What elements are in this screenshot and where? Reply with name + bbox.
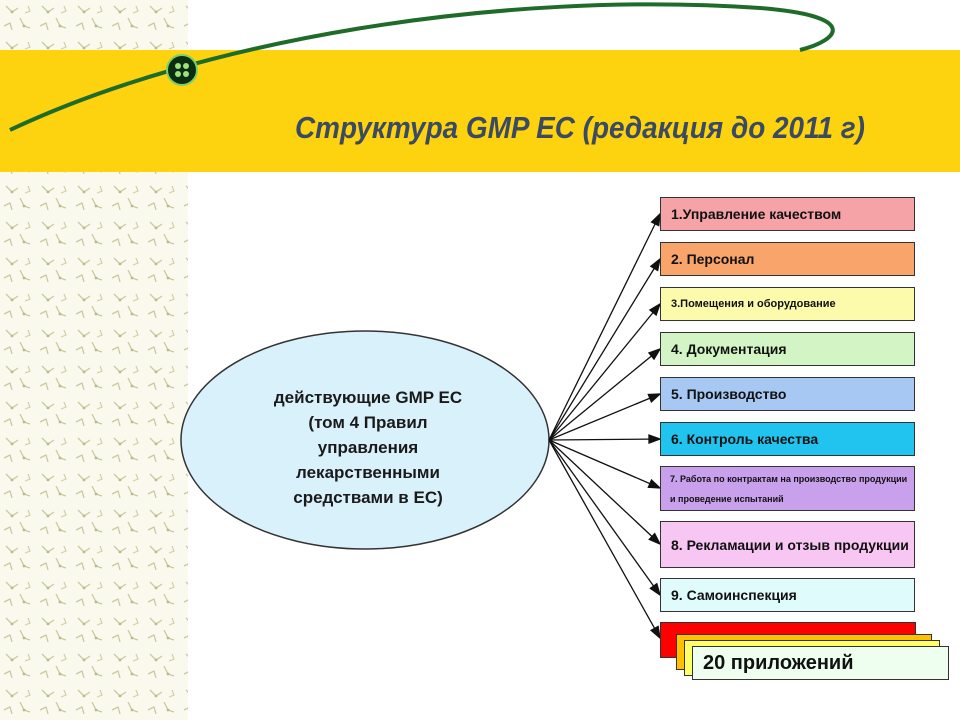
center-line: лекарственными — [296, 463, 440, 482]
center-text — [218, 385, 518, 510]
connector-line — [549, 440, 660, 638]
center-line: действующие GMP ЕС — [273, 388, 463, 407]
connector-arrows — [549, 214, 660, 638]
annexes-box — [692, 646, 949, 680]
item-label: 1.Управление качеством — [671, 206, 842, 222]
slide-title: Структура GMP ЕС (редакция до 2011 г) — [295, 110, 865, 145]
structure-item-5 — [660, 377, 915, 411]
item-label: 3.Помещения и оборудование — [671, 298, 836, 310]
center-line: (том 4 Правил — [308, 413, 428, 432]
connector-line — [549, 439, 660, 440]
connector-line — [549, 304, 660, 440]
item-label: 7. Работа по контрактам на производство продукции и проведение испытаний — [670, 473, 908, 504]
item-label: 8. Рекламации и отзыв продукции — [671, 536, 909, 553]
arrowhead-icon — [648, 480, 660, 488]
connector-line — [549, 259, 660, 440]
center-line: управления — [317, 438, 419, 457]
connector-line — [549, 440, 660, 595]
connector-line — [549, 440, 660, 544]
item-label: 2. Персонал — [671, 251, 755, 267]
structure-item-1 — [660, 197, 915, 231]
structure-item-8 — [660, 521, 915, 568]
annexes-label: 20 приложений — [703, 651, 854, 674]
arrowhead-icon — [649, 435, 660, 443]
arrowhead-icon — [649, 349, 660, 359]
structure-item-3 — [660, 287, 915, 321]
arrowhead-icon — [650, 304, 660, 315]
arrowhead-icon — [651, 626, 660, 638]
connector-line — [549, 394, 660, 440]
structure-item-9 — [660, 578, 915, 612]
item-label: 9. Самоинспекция — [671, 587, 797, 603]
arrowhead-icon — [650, 584, 660, 595]
structure-item-7 — [660, 466, 915, 511]
center-line: средствами в ЕС) — [293, 488, 443, 507]
item-label: 6. Контроль качества — [671, 431, 819, 447]
arrowhead-icon — [652, 214, 660, 226]
arrowhead-icon — [651, 259, 660, 270]
structure-item-6 — [660, 422, 915, 456]
structure-item-2 — [660, 242, 915, 276]
item-label: 4. Документация — [671, 341, 787, 357]
swoosh-knot-icon — [167, 55, 197, 85]
item-label: 5. Производство — [671, 386, 787, 402]
arrowhead-icon — [648, 394, 660, 402]
connector-line — [549, 349, 660, 440]
structure-item-4 — [660, 332, 915, 366]
connector-line — [549, 214, 660, 440]
